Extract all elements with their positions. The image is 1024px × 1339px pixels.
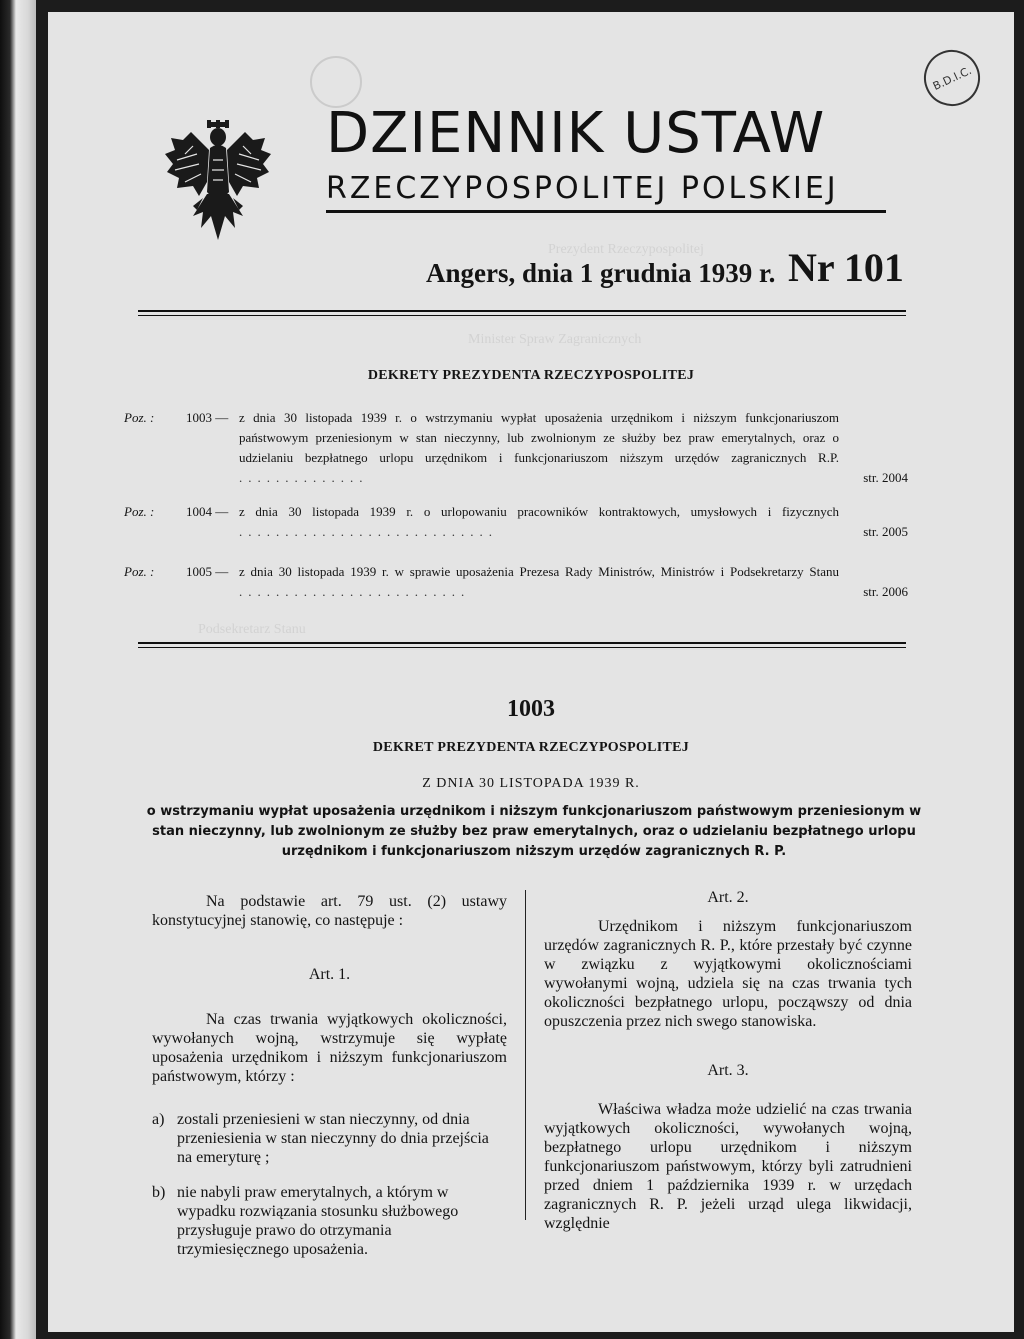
article-text: Właściwa władza może udzielić na czas trwania wyjątkowych okoliczności, wywołanych wojną, bezpłatnego urlopu urzędnikom i niższym funkcjonariuszom państwowym, którzy byli zatrudnieni przed dniem 1 października 1939 r. w urzędach zagranicznych R. P. jeżeli urząd ulega likwidacji, względnie xyxy=(544,1101,912,1232)
decree-heading: DEKRET PREZYDENTA RZECZYPOSPOLITEJ xyxy=(372,740,690,755)
toc-poz: Poz. : xyxy=(124,410,155,425)
toc-entry xyxy=(124,562,908,602)
header-rule xyxy=(138,315,906,316)
toc-text: z dnia 30 listopada 1939 r. w sprawie uposażenia Prezesa Rady Ministrów, Ministrów i Podsekretarzy Stanu ......................... xyxy=(239,564,839,599)
toc-text: z dnia 30 listopada 1939 r. o wstrzymaniu wypłat uposażenia urzędnikom i niższym funkcjonariuszom państwowym przeniesionym w stan nieczynny, lub zwolnionym ze służby bez praw emerytalnych, oraz o udzielaniu bezpłatnego urlopu urzędnikom i funkcjonariuszom niższym urzędów zagranicznych R.P. .............. xyxy=(239,410,839,485)
toc-number: 1004 — xyxy=(186,504,229,519)
toc-number: 1005 — xyxy=(186,564,229,579)
section-rule xyxy=(138,642,906,644)
decree-title: o wstrzymaniu wypłat uposażenia urzędnikom i niższym funkcjonariuszom państwowym przeniesionym w stan nieczynny, lub zwolnionym ze służby bez praw emerytalnych, oraz o udzielaniu bezpłatnego urlopu urzędnikom i funkcjonariuszom niższym urzędów zagranicznych R. P. xyxy=(146,804,922,859)
decree-date: Z DNIA 30 LISTOPADA 1939 R. xyxy=(422,776,640,791)
scan-binding-edge xyxy=(0,0,36,1339)
article-heading: Art. 2. xyxy=(707,889,749,906)
place-and-date: Angers, dnia 1 grudnia 1939 r. xyxy=(426,258,776,288)
toc-entry xyxy=(124,408,908,488)
publication-subtitle: RZECZYPOSPOLITEJ POLSKIEJ xyxy=(326,171,839,206)
document-page xyxy=(48,12,1014,1332)
left-column xyxy=(152,880,507,1259)
bleed-through: Podsekretarz Stanu xyxy=(198,622,306,637)
header-rule xyxy=(138,310,906,312)
decree-number: 1003 xyxy=(507,696,555,722)
toc-heading: DEKRETY PREZYDENTA RZECZYPOSPOLITEJ xyxy=(367,368,695,383)
article-heading: Art. 1. xyxy=(308,966,351,983)
toc-poz: Poz. : xyxy=(124,504,155,519)
column-divider xyxy=(525,890,526,1220)
toc-page: str. 2005 xyxy=(863,524,908,539)
toc-page: str. 2006 xyxy=(863,584,908,599)
toc-text: z dnia 30 listopada 1939 r. o urlopowaniu pracowników kontraktowych, umysłowych i fizycznych ............................ xyxy=(239,504,839,539)
masthead-rule xyxy=(326,210,886,213)
issue-number: Nr 101 xyxy=(788,245,904,290)
article-text: Na czas trwania wyjątkowych okoliczności, wywołanych wojną, wstrzymuje się wypłatę uposażenia urzędnikom i niższym funkcjonariuszom państwowym, którzy : xyxy=(152,1011,507,1085)
toc-page: str. 2004 xyxy=(863,470,908,485)
toc-entry xyxy=(124,502,908,542)
list-marker: a) xyxy=(152,1111,165,1128)
right-column xyxy=(544,880,912,1233)
list-marker: b) xyxy=(152,1184,166,1201)
toc-poz: Poz. : xyxy=(124,564,155,579)
toc-number: 1003 — xyxy=(186,410,229,425)
eagle-emblem-icon xyxy=(163,120,273,246)
publication-title: DZIENNIK USTAW xyxy=(326,101,826,166)
bleed-through: Minister Spraw Zagranicznych xyxy=(468,332,642,347)
list-item xyxy=(152,1110,507,1167)
list-text: zostali przeniesieni w stan nieczynny, od dnia przeniesienia w stan nieczynny do dnia przejścia na emeryturę ; xyxy=(177,1111,489,1166)
library-stamp: B.D.I.C. xyxy=(915,41,989,115)
section-rule xyxy=(138,647,906,648)
article-heading: Art. 3. xyxy=(707,1062,749,1079)
article-text: Urzędnikom i niższym funkcjonariuszom urzędów zagranicznych R. P., które przestały być czynne w związku z wyjątkowymi okolicznościami wywołanymi wojną, udziela się na czas trwania tych okoliczności bezpłatnego urlopu, począwszy od dnia opuszczenia przez nich swego stanowiska. xyxy=(544,918,912,1030)
list-item xyxy=(152,1183,507,1259)
preamble: Na podstawie art. 79 ust. (2) ustawy konstytucyjnej stanowię, co następuje : xyxy=(152,893,507,929)
bleed-through: Prezydent Rzeczypospolitej xyxy=(548,242,704,257)
list-text: nie nabyli praw emerytalnych, a którym w wypadku rozwiązania stosunku służbowego przysługuje prawo do otrzymania trzymiesięcznego uposażenia. xyxy=(177,1184,459,1258)
